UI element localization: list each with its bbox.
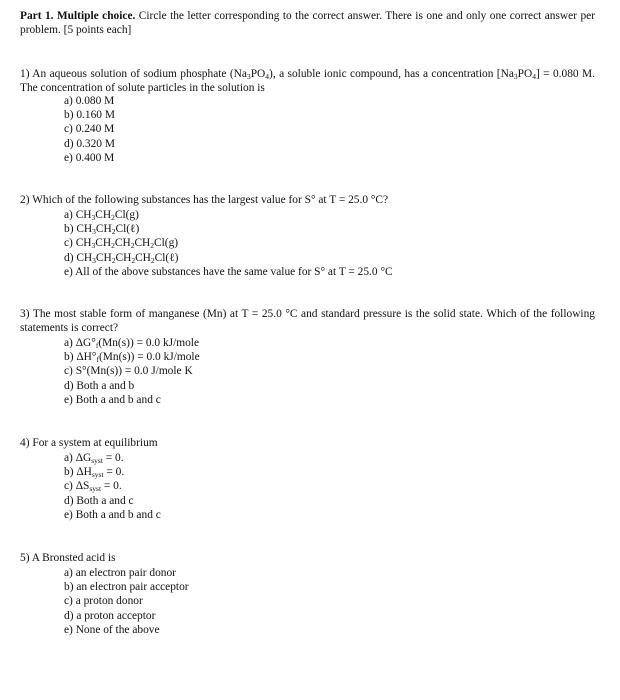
option-b[interactable]: b) an electron pair acceptor — [64, 581, 189, 594]
option-a[interactable]: a) 0.080 M — [64, 95, 115, 107]
option-text: = 0. — [103, 466, 125, 479]
option-b[interactable] — [64, 351, 200, 365]
question-number: 2) — [20, 194, 30, 206]
subscript: 2 — [130, 241, 135, 251]
stem-text: ] = 0.080 M. The concentration of solute particles in the solution is — [20, 68, 595, 94]
question-number: 1) — [20, 68, 30, 80]
option-text: b) CH — [64, 223, 93, 236]
question-4-options — [64, 452, 161, 523]
stem-text: A Bronsted acid is — [31, 552, 116, 564]
option-text: CH — [95, 237, 112, 250]
subscript: syst — [91, 470, 104, 480]
option-text: Cl(g) — [154, 237, 179, 250]
option-text: (Mn(s)) = 0.0 kJ/mole — [98, 337, 200, 349]
option-c[interactable] — [64, 480, 161, 494]
subscript: 3 — [246, 72, 251, 81]
subscript: 3 — [92, 255, 96, 265]
option-text: CH — [95, 209, 112, 221]
option-e[interactable]: e) All of the above substances have the same value for S° at T = 25.0 °C — [64, 265, 393, 278]
option-c[interactable]: c) a proton donor — [64, 595, 143, 608]
subscript: 3 — [91, 241, 96, 251]
part-header — [20, 10, 595, 37]
option-text: CH — [115, 251, 132, 264]
option-e[interactable]: e) 0.400 M — [64, 151, 115, 164]
option-text: Cl(ℓ) — [115, 223, 140, 236]
option-text: CH — [95, 223, 112, 236]
option-text: b) ΔH° — [64, 351, 97, 364]
question-1-options — [64, 95, 115, 166]
part-label: Part 1. Multiple choice. — [20, 10, 136, 22]
option-b[interactable] — [64, 223, 393, 237]
question-3-stem — [20, 308, 595, 335]
option-text: CH — [134, 237, 151, 250]
option-c[interactable]: c) S°(Mn(s)) = 0.0 J/mole K — [64, 365, 193, 378]
option-text: a) CH — [64, 209, 92, 221]
question-2-options — [64, 209, 393, 280]
option-text: c) ΔS — [64, 480, 90, 493]
option-d[interactable]: d) Both a and c — [64, 494, 134, 507]
option-a[interactable] — [64, 452, 161, 466]
subscript: syst — [91, 456, 103, 465]
option-text: = 0. — [101, 480, 122, 493]
subscript: 4 — [265, 72, 270, 81]
option-text: CH — [135, 251, 151, 264]
option-text: = 0. — [102, 452, 124, 464]
subscript: syst — [89, 484, 102, 494]
subscript: 2 — [150, 255, 155, 265]
option-text: Cl(g) — [114, 209, 139, 221]
subscript: f — [95, 341, 99, 350]
stem-text: An aqueous solution of sodium phosphate (Na — [32, 68, 247, 80]
question-2-stem — [20, 194, 595, 208]
option-a[interactable] — [64, 209, 393, 223]
option-c[interactable] — [64, 237, 393, 251]
option-text: c) CH — [64, 237, 92, 250]
option-a[interactable] — [64, 337, 200, 351]
option-e[interactable]: e) Both a and b and c — [64, 393, 161, 406]
subscript: 4 — [532, 72, 536, 81]
option-d[interactable] — [64, 252, 393, 266]
subscript: 3 — [513, 72, 518, 81]
subscript: 3 — [91, 213, 96, 222]
subscript: 2 — [111, 255, 116, 265]
subscript: f — [96, 355, 99, 365]
option-d[interactable]: d) Both a and b — [64, 379, 135, 392]
option-text: a) ΔG — [64, 452, 92, 464]
stem-text: The most stable form of manganese (Mn) at T = 25.0 °C and standard pressure is the solid state. Which of the following statements is correct? — [20, 308, 595, 334]
option-e[interactable]: e) Both a and b and c — [64, 508, 161, 521]
option-text: CH — [95, 251, 112, 264]
question-number: 3) — [20, 308, 30, 320]
subscript: 2 — [111, 213, 115, 222]
subscript: 2 — [111, 227, 116, 237]
stem-text: ), a soluble ionic compound, has a concentration [Na — [269, 68, 514, 80]
option-c[interactable]: c) 0.240 M — [64, 123, 115, 136]
option-text: a) ΔG° — [64, 337, 96, 349]
option-e[interactable]: e) None of the above — [64, 623, 160, 636]
option-text: CH — [114, 237, 131, 250]
question-4-stem — [20, 437, 595, 451]
option-text: d) CH — [64, 251, 93, 264]
option-b[interactable]: b) 0.160 M — [64, 109, 115, 122]
option-d[interactable]: d) a proton acceptor — [64, 609, 156, 622]
option-text: Cl(ℓ) — [154, 251, 179, 264]
subscript: 2 — [131, 255, 136, 265]
stem-text: Which of the following substances has the largest value for S° at T = 25.0 °C? — [32, 194, 389, 206]
option-b[interactable] — [64, 466, 161, 480]
stem-text: For a system at equilibrium — [32, 437, 158, 449]
instructions: Circle the letter corresponding to the correct answer. There is one and only one correct answer per problem. [5 points each] — [20, 10, 595, 36]
question-number: 5) — [20, 552, 30, 564]
question-5-stem — [20, 552, 595, 566]
subscript: 3 — [92, 227, 96, 237]
subscript: 2 — [111, 241, 115, 251]
stem-text: PO — [517, 68, 533, 80]
option-a[interactable]: a) an electron pair donor — [64, 567, 176, 579]
option-text: b) ΔH — [64, 466, 92, 479]
option-d[interactable]: d) 0.320 M — [64, 137, 115, 150]
stem-text: PO — [250, 68, 266, 80]
question-number: 4) — [20, 437, 30, 449]
subscript: 2 — [150, 241, 155, 251]
question-1-stem — [20, 68, 595, 95]
option-text: (Mn(s)) = 0.0 kJ/mole — [98, 351, 200, 364]
question-5-options — [64, 567, 189, 638]
question-3-options — [64, 337, 200, 408]
